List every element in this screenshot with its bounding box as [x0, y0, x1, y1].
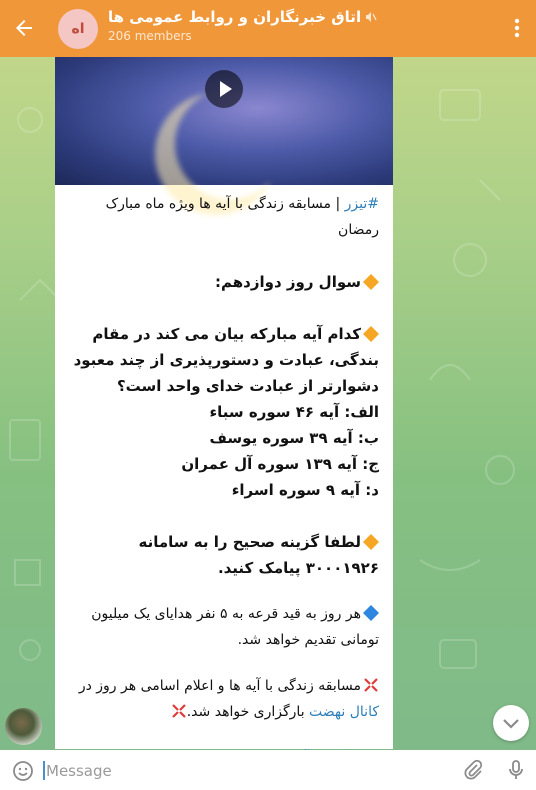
emoji-icon[interactable]	[12, 760, 34, 782]
group-avatar[interactable]	[58, 9, 98, 49]
prize-text: هر روز به قید قرعه به ۵ نفر هدایای یک میلیون تومانی تقدیم خواهد شد.	[91, 606, 379, 648]
message-bubble	[55, 57, 393, 749]
hashtag-teaser[interactable]: #تیزر	[344, 196, 379, 212]
back-arrow-icon[interactable]	[12, 16, 36, 40]
video-thumbnail[interactable]	[55, 57, 393, 185]
channel-link[interactable]: کانال نهضت	[309, 704, 379, 720]
option-b: ب: آیه ۳۹ سوره یوسف	[209, 429, 379, 447]
chat-title: اتاق خبرنگاران و روابط عمومی ها	[108, 8, 362, 26]
sms-instruction: لطفا گزینه صحیح را به سامانه ۳۰۰۰۱۹۲۶ پیامک کنید.	[138, 533, 379, 577]
question-text: کدام آیه مبارکه بیان می کند در مقام بندگی، عبادت و دستورپذیری از چند معبود دشوارتر از عبادت خدای واحد است؟	[73, 325, 379, 395]
play-button[interactable]	[205, 70, 243, 108]
message-input[interactable]	[44, 759, 448, 783]
more-vert-icon[interactable]	[506, 16, 528, 40]
orange-diamond-icon	[363, 534, 379, 550]
option-d: د: آیه ۹ سوره اسراء	[231, 481, 379, 499]
sender-avatar[interactable]	[5, 708, 42, 745]
orange-diamond-icon	[363, 326, 379, 342]
chat-title-block[interactable]	[108, 8, 488, 43]
member-count: 206 members	[108, 29, 192, 43]
mute-icon	[365, 11, 377, 23]
chat-header	[0, 0, 536, 57]
contest-text: مسابقه زندگی با آیه ها و اعلام اسامی هر روز در کانال نهضت بارگزاری خواهد شد.	[78, 678, 379, 720]
chevron-down-icon	[493, 705, 529, 741]
orange-diamond-icon	[363, 274, 379, 290]
anger-symbol-icon	[363, 677, 379, 693]
play-icon	[205, 70, 243, 108]
option-a: الف: آیه ۴۶ سوره سباء	[209, 403, 379, 421]
headline-text: | مسابقه زندگی با آیه ها ویژه ماه مبارک رمضان	[105, 196, 379, 238]
scroll-down-button[interactable]	[493, 705, 529, 741]
mic-icon[interactable]	[505, 759, 527, 781]
blue-diamond-icon	[363, 605, 379, 621]
message-text	[61, 191, 379, 771]
avatar-initials: اه	[71, 21, 85, 37]
message-headline	[61, 191, 379, 243]
question-title: سوال روز دوازدهم:	[61, 269, 379, 295]
option-c: ج: آیه ۱۳۹ سوره آل عمران	[181, 455, 379, 473]
anger-symbol-icon	[171, 703, 187, 719]
attach-icon[interactable]	[462, 759, 484, 781]
message-composer	[0, 750, 536, 790]
